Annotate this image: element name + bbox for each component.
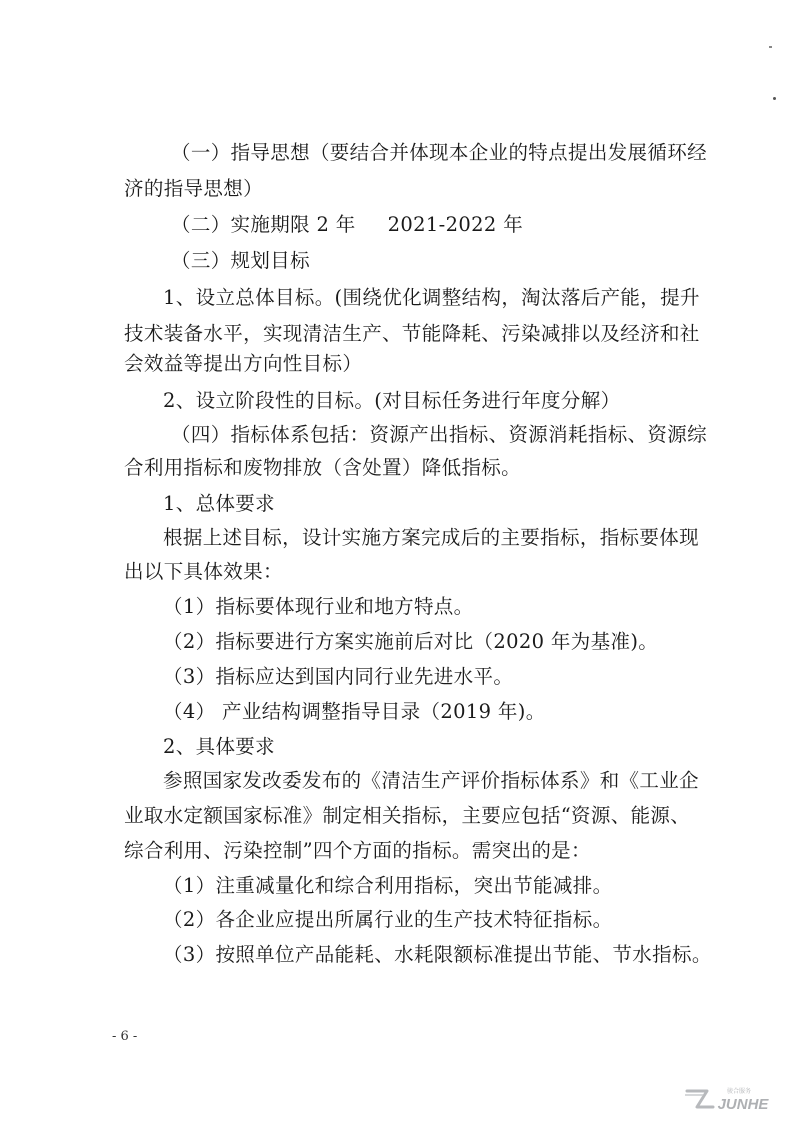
list-item: （2）指标要进行方案实施前后对比（2020 年为基准)。 xyxy=(163,630,659,653)
text-line: 根据上述目标，设计实施方案完成后的主要指标，指标要体现 xyxy=(163,526,699,549)
scan-dot xyxy=(773,97,776,100)
section-heading: 1、总体要求 xyxy=(163,492,276,515)
section-heading: 2、具体要求 xyxy=(163,735,276,758)
list-item: （3）指标应达到国内同行业先进水平。 xyxy=(163,665,514,688)
text-line: 1、设立总体目标。(围绕优化调整结构，淘汰落后产能，提升 xyxy=(163,286,700,309)
junhe-logo xyxy=(683,1085,777,1113)
page-number: - 6 - xyxy=(112,1029,138,1044)
text-line: 合利用指标和废物排放（含处置）降低指标。 xyxy=(124,456,522,479)
list-item: （4） 产业结构调整指导目录（2019 年)。 xyxy=(163,700,546,723)
text-line: 济的指导思想） xyxy=(124,177,263,200)
text-line: 技术装备水平，实现清洁生产、节能降耗、污染减排以及经济和社 xyxy=(124,322,700,345)
text-line: （四）指标体系包括：资源产出指标、资源消耗指标、资源综 xyxy=(171,423,707,446)
logo-small-text: 骏合服务 xyxy=(726,1088,752,1095)
text-line: （一）指导思想（要结合并体现本企业的特点提出发展循环经 xyxy=(171,141,707,164)
scan-mark xyxy=(769,46,772,48)
list-item: （1）注重减量化和综合利用指标，突出节能减排。 xyxy=(163,874,613,897)
text-line: （三）规划目标 xyxy=(171,249,310,272)
text-line: 会效益等提出方向性目标） xyxy=(124,352,363,375)
text-line: 2、设立阶段性的目标。(对目标任务进行年度分解） xyxy=(163,389,621,412)
list-item: （3）按照单位产品能耗、水耗限额标准提出节能、节水指标。 xyxy=(163,943,712,966)
text-line xyxy=(0,212,793,238)
logo-brand-text: JUNHE xyxy=(717,1096,769,1113)
text-line: 综合利用、污染控制”四个方面的指标。需突出的是： xyxy=(124,839,591,862)
text-line: 出以下具体效果： xyxy=(124,560,283,583)
text-line: 业取水定额国家标准》制定相关指标，主要应包括“资源、能源、 xyxy=(124,804,691,827)
list-item: （1）指标要体现行业和地方特点。 xyxy=(163,595,474,618)
text-line: 参照国家发改委发布的《清洁生产评价指标体系》和《工业企 xyxy=(163,769,699,792)
text-line-part: （二）实施期限 2 年 xyxy=(171,213,356,236)
text-line-part: 2021-2022 年 xyxy=(387,213,524,236)
logo-mark-icon xyxy=(685,1091,713,1107)
list-item: （2）各企业应提出所属行业的生产技术特征指标。 xyxy=(163,908,613,931)
